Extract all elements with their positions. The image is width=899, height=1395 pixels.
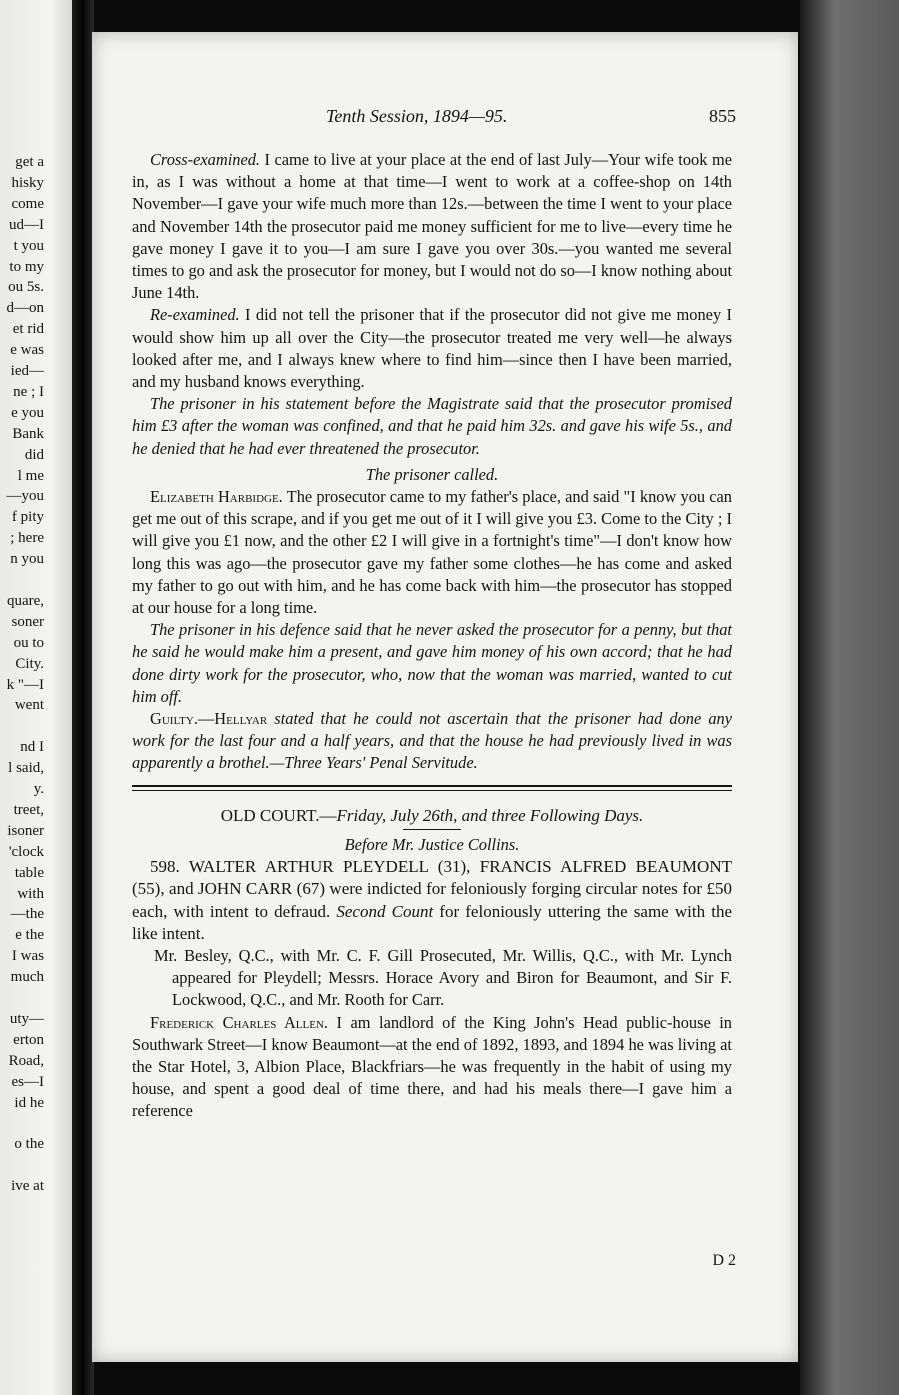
facing-page-line: —the xyxy=(10,906,44,923)
witness-name-allen: Frederick Charles Allen. xyxy=(150,1012,328,1032)
re-examined-text: I did not tell the prisoner that if the prosecutor did not give me money I would show him up all over the City—the prosecutor treated me very well—he always looked after me, and I always knew where to find him—since then I have been married, and my husband knows everything. xyxy=(132,305,732,392)
court-heading xyxy=(132,805,732,827)
facing-page-line: hisky xyxy=(11,174,44,191)
second-count-text: for feloniously uttering the same with the like intent. xyxy=(132,901,732,943)
allen-testimony xyxy=(132,1012,732,1123)
facing-page-line: ied— xyxy=(10,363,44,379)
facing-page-line: ive at xyxy=(11,1178,44,1195)
facing-page-line: ud—I xyxy=(9,216,44,233)
re-examined-label: Re-examined. xyxy=(150,305,240,325)
facing-page-line: went xyxy=(14,697,44,714)
harbidge-testimony xyxy=(132,486,732,619)
court-name: OLD COURT.— xyxy=(220,805,337,825)
facing-page-line: f pity xyxy=(11,509,44,526)
running-head xyxy=(92,106,798,130)
facing-page-line: table xyxy=(14,864,44,881)
verdict-label: Guilty.—Hellyar xyxy=(150,709,268,729)
facing-page-line: n you xyxy=(10,551,44,568)
facing-page-line: Bank xyxy=(12,425,44,442)
prisoner-called-heading: The prisoner called. xyxy=(365,464,499,484)
facing-page-line: erton xyxy=(13,1031,44,1048)
facing-page-line: 'clock xyxy=(8,843,44,860)
facing-page-line: k "—I xyxy=(6,676,44,693)
facing-page-line: treet, xyxy=(13,801,44,818)
prisoner-statement-paragraph: The prisoner in his statement before the Magistrate said that the prosecutor promised him £3 after the woman was confined, and that he paid him 32s. and gave his wife 5s., and he denied that he had ever threatened the prosecutor. xyxy=(132,394,732,458)
facing-page-line: y. xyxy=(33,781,44,797)
facing-page-line: City. xyxy=(15,655,44,672)
facing-page-line: l said, xyxy=(8,760,44,777)
signature-mark: D 2 xyxy=(712,1252,736,1269)
facing-page-line: ou 5s. xyxy=(8,279,44,296)
counsel-paragraph: Mr. Besley, Q.C., with Mr. C. F. Gill Prosecuted, Mr. Willis, Q.C., with Mr. Lynch appeared for Pleydell; Messrs. Horace Avory and Biron for Beaumont, and Sir F. Lockwood, Q.C., and Mr. Rooth for Carr. xyxy=(154,945,732,1010)
facing-page-line: come xyxy=(11,195,44,212)
verdict-text: stated that he could not ascertain that the prisoner had done any work for the last four and a half years, and that the house he had previously lived in was apparently a brothel.—Three Years' Penal Servitude. xyxy=(132,709,732,773)
re-examination-paragraph xyxy=(132,304,732,393)
facing-page-line: nd I xyxy=(20,739,44,756)
facing-page-line: much xyxy=(10,969,44,986)
backdrop-right xyxy=(800,0,899,1395)
second-count-label: Second Count xyxy=(330,901,434,921)
facing-page-line: —you xyxy=(6,488,44,505)
facing-page-line: ne ; I xyxy=(13,383,44,400)
facing-page-line: o the xyxy=(14,1136,44,1153)
case-indictment: were indicted for feloniously forging circular notes for £50 each, with intent to defraud. xyxy=(132,879,732,921)
facing-page-line: id he xyxy=(14,1094,44,1111)
facing-page-line: ou to xyxy=(13,634,44,651)
facing-page-line: et rid xyxy=(12,321,44,338)
cross-examined-label: Cross-examined. xyxy=(150,150,261,169)
facing-page-line: Road, xyxy=(8,1052,44,1069)
facing-page-line: d—on xyxy=(6,300,44,317)
page-body xyxy=(132,149,732,1123)
running-title: Tenth Session, 1894—95. xyxy=(326,106,508,126)
book-gutter xyxy=(72,0,94,1395)
facing-page-line: es—I xyxy=(11,1073,44,1090)
facing-page-line: soner xyxy=(11,613,44,630)
cross-examined-text: I came to live at your place at the end of last July—Your wife took me in, as I was without a home at that time—I went to work at a coffee-shop on 14th November—I gave your wife much more than 12s.—between the time I went to your place and November 14th the prosecutor paid me money sufficient for me to live—every time he gave money I gave it to you—I am sure I gave you over 30s.—you wanted me several times to go and ask the prosecutor for money, but I would not do so—I know nothing about June 14th. xyxy=(132,150,732,303)
judge-line: Before Mr. Justice Collins. xyxy=(344,834,520,854)
harbidge-text: The prosecutor came to my father's place, and said "I know you can get me out of this scrape, and if you get me out of it I will give you £3. Come to the City ; I will give you £1 now, and the other £2 I will give in a fortnight's time"—I don't know how long this was ago—the prosecutor gave my father some clothes—he has come and asked my father to go out with him, and he has come back with him—the prosecutor has stopped at our house for a long time. xyxy=(132,487,733,618)
cross-examination-paragraph xyxy=(132,149,732,304)
page-number: 855 xyxy=(709,106,736,126)
case-defendants: 598. WALTER ARTHUR PLEYDELL (31), FRANCIS ALFRED BEAUMONT (55), and JOHN CARR (67) xyxy=(132,857,732,899)
document-page xyxy=(92,32,798,1362)
facing-page-line: ; here xyxy=(10,530,44,547)
facing-page-line: e the xyxy=(15,927,44,944)
facing-page-line: e was xyxy=(10,342,44,359)
facing-page-line: to my xyxy=(9,258,44,275)
facing-page-fragment xyxy=(0,0,72,1395)
facing-page-line: quare, xyxy=(6,592,44,609)
short-divider xyxy=(403,829,461,830)
facing-page-line: l me xyxy=(17,467,44,484)
facing-page-line: t you xyxy=(13,237,44,254)
court-dates: Friday, July 26th, and three Following Days. xyxy=(336,805,644,825)
section-divider xyxy=(132,785,732,791)
facing-page-line: I was xyxy=(11,948,44,965)
case-paragraph xyxy=(132,856,732,945)
facing-page-line: get a xyxy=(15,154,44,170)
allen-text: I am landlord of the King John's Head public-house in Southwark Street—I know Beaumont—at the end of 1892, 1893, and 1894 he was living at the Star Hotel, 3, Albion Place, Blackfriars—he was frequently in the habit of using my house, and spent a good deal of time there, and had his meals there—I gave him a reference xyxy=(132,1012,733,1121)
facing-page-line: isoner xyxy=(7,822,44,839)
facing-page-line: uty— xyxy=(9,1010,44,1027)
facing-page-line: with xyxy=(17,885,44,902)
witness-name-harbidge: Elizabeth Harbidge. xyxy=(150,487,283,507)
facing-page-line: did xyxy=(24,446,44,463)
verdict-paragraph xyxy=(132,708,732,775)
prisoner-defence-paragraph: The prisoner in his defence said that he never asked the prosecutor for a penny, but that he said he would make him a present, and gave him money of his own accord; that he had done dirty work for the prosecutor, who, now that the woman was married, wanted to cut him off. xyxy=(132,620,732,706)
facing-page-line: e you xyxy=(11,404,44,421)
